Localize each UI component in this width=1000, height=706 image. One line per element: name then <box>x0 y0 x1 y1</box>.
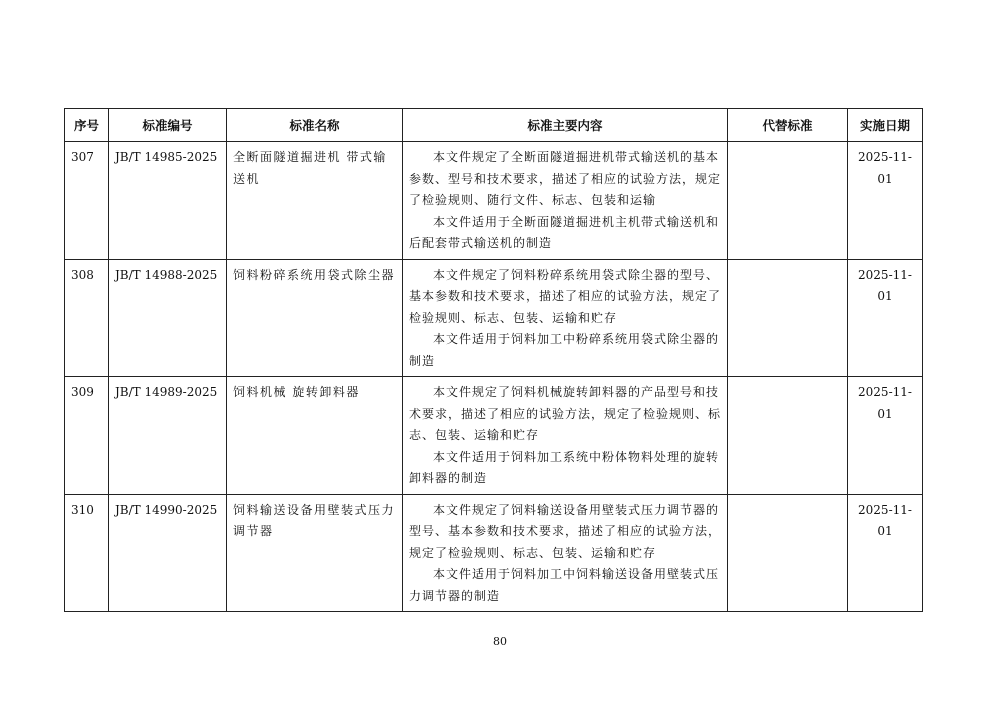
table-row <box>65 494 923 612</box>
row-effective-date: 2025-11-01 <box>848 377 923 495</box>
standards-table <box>64 108 923 612</box>
row-main-content <box>403 259 728 377</box>
content-paragraph: 本文件规定了全断面隧道掘进机带式输送机的基本参数、型号和技术要求，描述了相应的试验方法，规定了检验规则、随行文件、标志、包装和运输 <box>409 150 722 207</box>
row-replaced-standard <box>728 259 848 377</box>
row-standard-name: 饲料输送设备用壁装式压力调节器 <box>227 494 403 612</box>
row-replaced-standard <box>728 494 848 612</box>
row-main-content <box>403 142 728 260</box>
content-paragraph: 本文件适用于饲料加工中饲料输送设备用壁装式压力调节器的制造 <box>409 567 720 603</box>
header-replaced-standard: 代替标准 <box>728 109 848 142</box>
header-main-content: 标准主要内容 <box>403 109 728 142</box>
row-effective-date: 2025-11-01 <box>848 259 923 377</box>
row-serial: 310 <box>65 494 109 612</box>
header-standard-code: 标准编号 <box>109 109 227 142</box>
content-paragraph: 本文件规定了饲料输送设备用壁装式压力调节器的型号、基本参数和技术要求，描述了相应的试验方法，规定了检验规则、标志、包装、运输和贮存 <box>409 502 722 560</box>
header-serial: 序号 <box>65 109 109 142</box>
row-standard-code: JB/T 14990-2025 <box>109 494 227 612</box>
row-replaced-standard <box>728 142 848 260</box>
row-standard-name: 饲料粉碎系统用袋式除尘器 <box>227 259 403 377</box>
row-standard-code: JB/T 14985-2025 <box>109 142 227 260</box>
table-row <box>65 259 923 377</box>
page-number: 80 <box>493 635 507 648</box>
row-standard-name: 饲料机械 旋转卸料器 <box>227 377 403 495</box>
row-effective-date: 2025-11-01 <box>848 494 923 612</box>
content-paragraph: 本文件适用于饲料加工中粉碎系统用袋式除尘器的制造 <box>409 332 720 368</box>
row-standard-code: JB/T 14988-2025 <box>109 259 227 377</box>
row-serial: 307 <box>65 142 109 260</box>
row-serial: 308 <box>65 259 109 377</box>
table-header-row <box>65 109 923 142</box>
row-replaced-standard <box>728 377 848 495</box>
header-effective-date: 实施日期 <box>848 109 923 142</box>
table-row <box>65 377 923 495</box>
row-main-content <box>403 377 728 495</box>
content-paragraph: 本文件规定了饲料机械旋转卸料器的产品型号和技术要求，描述了相应的试验方法，规定了检验规则、标志、包装、运输和贮存 <box>409 385 722 442</box>
content-paragraph: 本文件适用于饲料加工系统中粉体物料处理的旋转卸料器的制造 <box>409 449 720 485</box>
row-main-content <box>403 494 728 612</box>
row-standard-name: 全断面隧道掘进机 带式输送机 <box>227 142 403 260</box>
header-standard-name: 标准名称 <box>227 109 403 142</box>
row-standard-code: JB/T 14989-2025 <box>109 377 227 495</box>
content-paragraph: 本文件适用于全断面隧道掘进机主机带式输送机和后配套带式输送机的制造 <box>409 214 720 250</box>
row-serial: 309 <box>65 377 109 495</box>
table-row <box>65 142 923 260</box>
row-effective-date: 2025-11-01 <box>848 142 923 260</box>
content-paragraph: 本文件规定了饲料粉碎系统用袋式除尘器的型号、基本参数和技术要求，描述了相应的试验方法，规定了检验规则、标志、包装、运输和贮存 <box>409 267 722 325</box>
